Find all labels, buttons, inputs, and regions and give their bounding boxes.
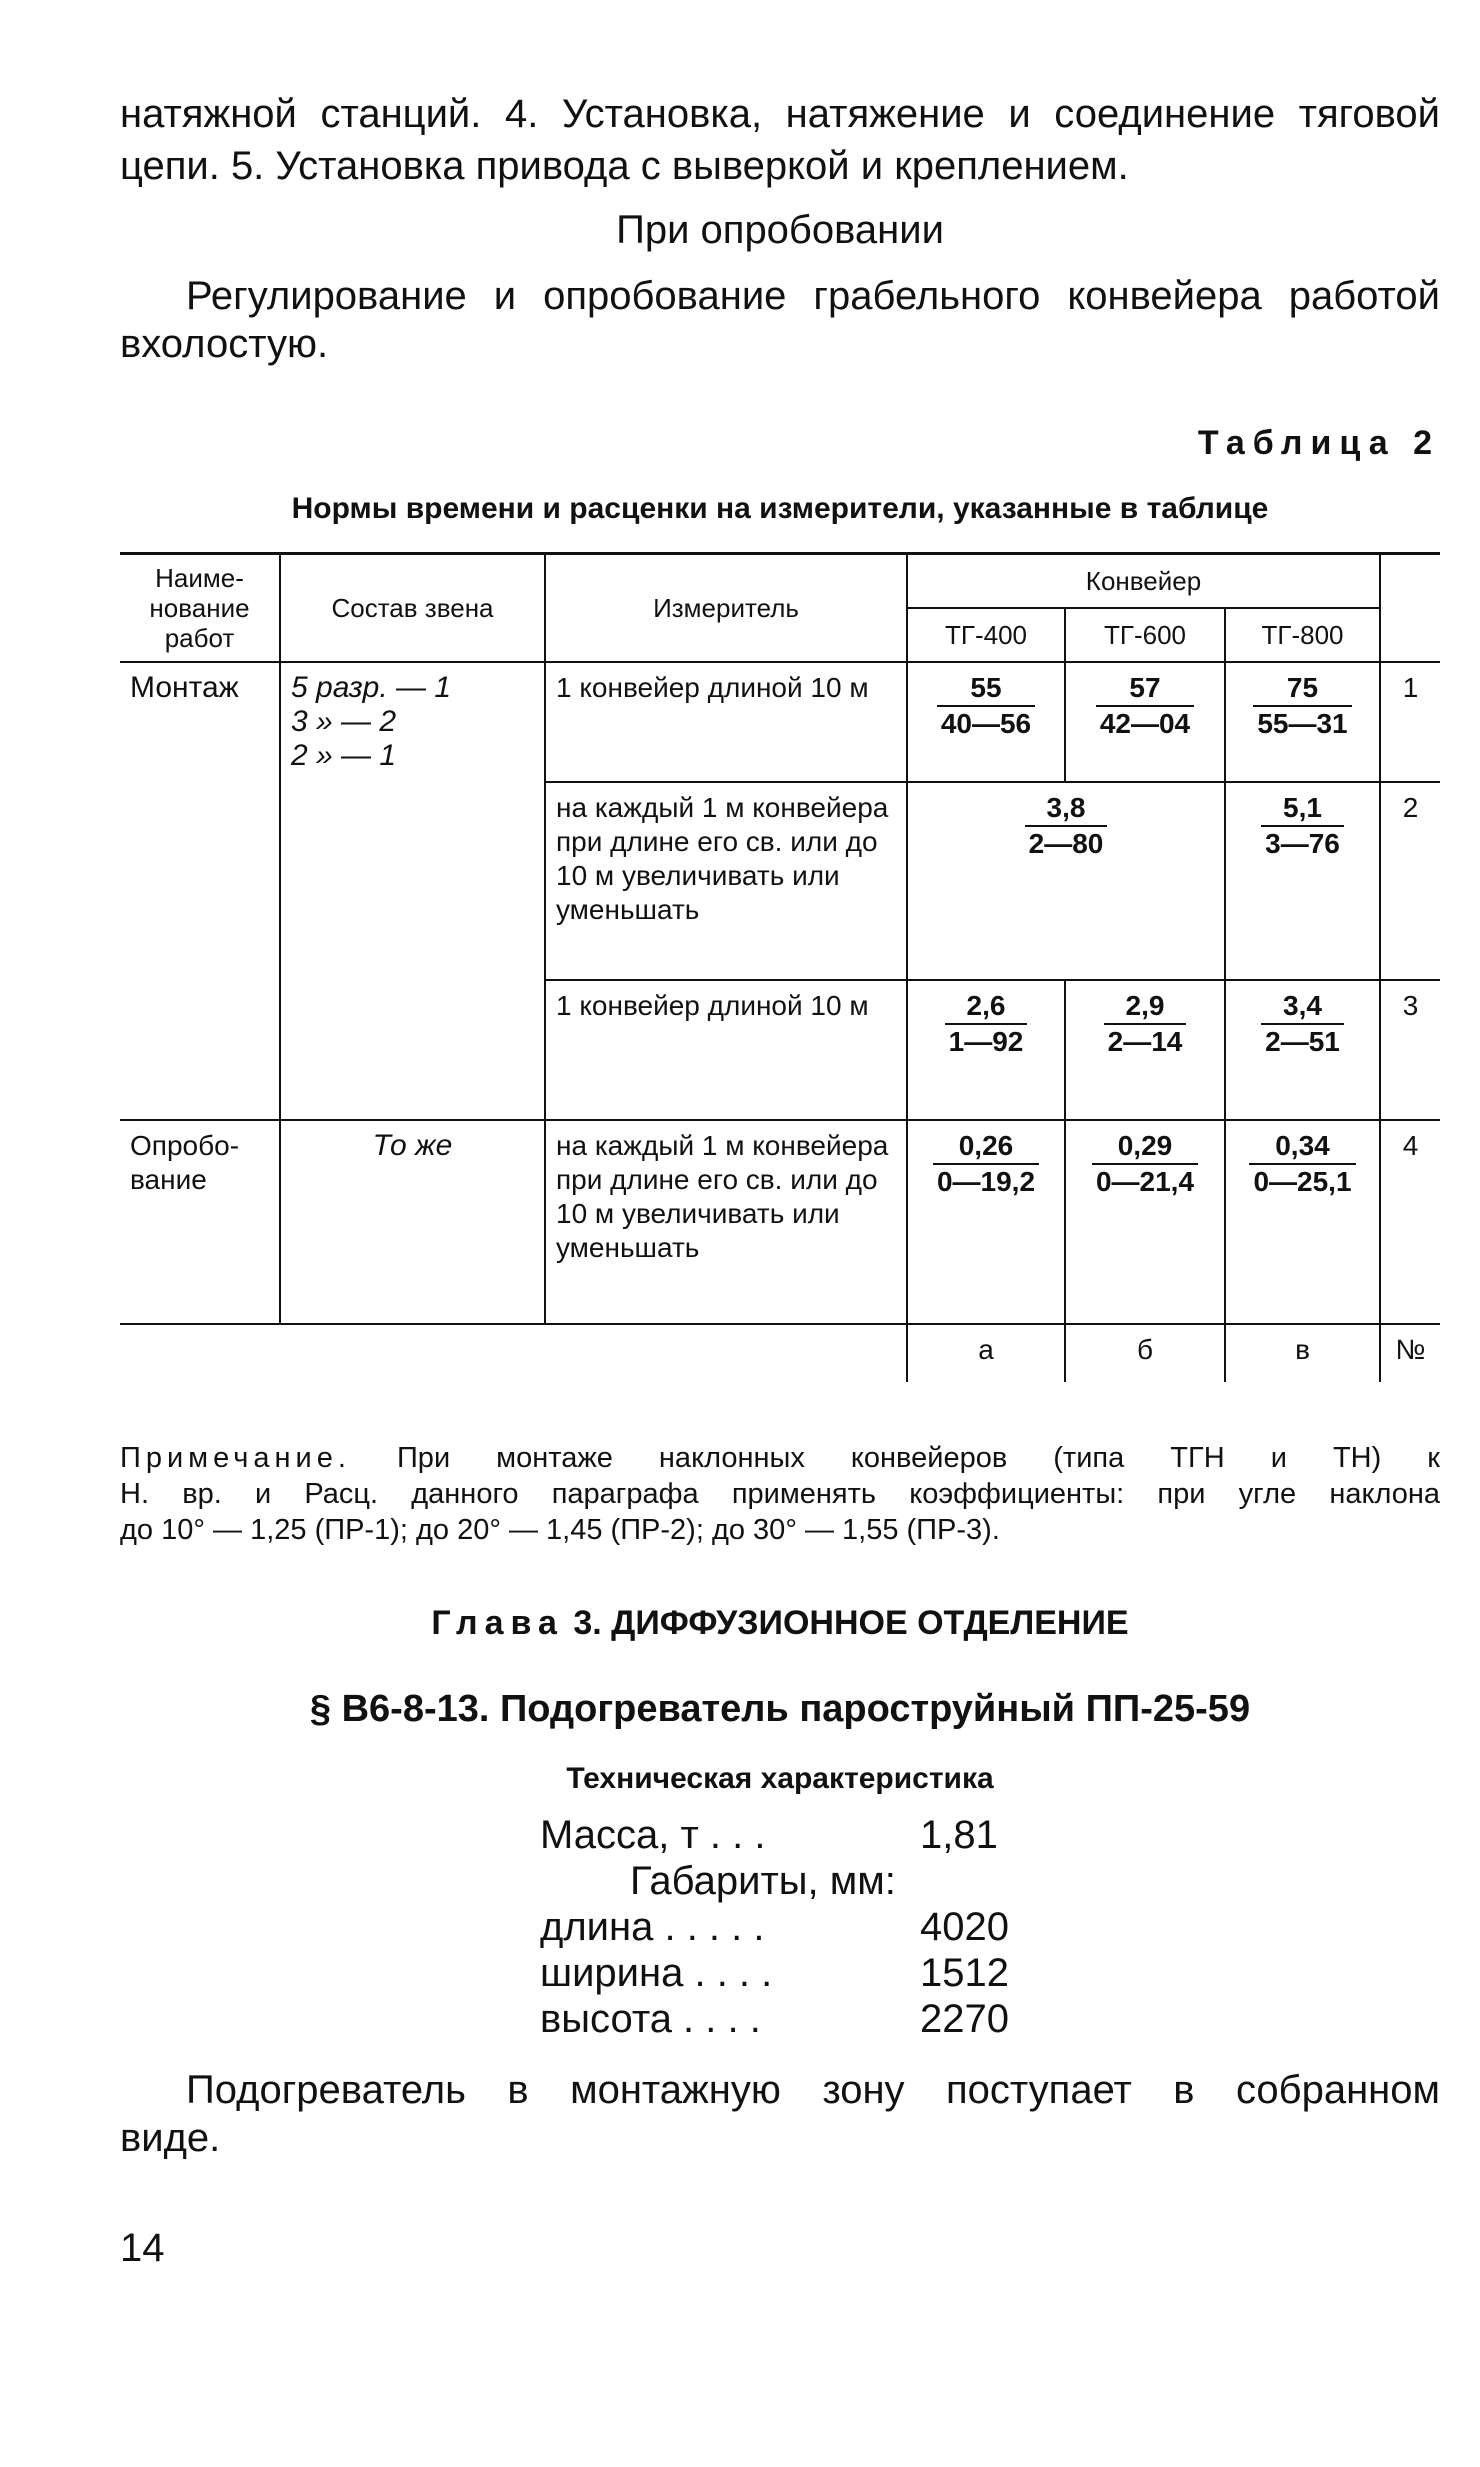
rate: 0—19,2	[936, 1166, 1036, 1197]
spec-length-value: 4020	[920, 1905, 1009, 1949]
rate: 40—56	[940, 708, 1032, 739]
table-row	[120, 1120, 1440, 1324]
crew-line-3: 2 » — 1	[291, 739, 397, 772]
header-tg400: ТГ-400	[907, 608, 1065, 662]
work-name-mounting: Монтаж	[120, 662, 280, 1120]
closing-line-2: виде.	[120, 2116, 221, 2160]
measure-cell: на каждый 1 м конвейера при длине его св. или до 10 м увеличивать или уменьшать	[545, 1120, 907, 1324]
footer-col-c: в	[1225, 1324, 1380, 1382]
crew-composition	[280, 662, 545, 1120]
value-cell-a	[907, 980, 1065, 1120]
rate: 3—76	[1265, 828, 1340, 859]
norm-time: 3,4	[1261, 989, 1344, 1025]
header-rownum	[1380, 554, 1440, 663]
measure-cell: на каждый 1 м конвейера при длине его св. или до 10 м увеличивать или уменьшать	[545, 782, 907, 980]
chapter-heading	[120, 1604, 1440, 1643]
intro-line-2: цепи. 5. Установка привода с выверкой и креплением.	[120, 144, 1129, 188]
rate: 0—21,4	[1095, 1166, 1195, 1197]
norm-time: 2,9	[1104, 989, 1187, 1025]
section-title: § В6-8-13. Подогреватель пароструйный ПП-25-59	[309, 1688, 1251, 1730]
value-cell-b	[1065, 980, 1225, 1120]
section-heading-testing: При опробовании	[616, 208, 944, 252]
row-number: 1	[1380, 662, 1440, 782]
norm-time: 55	[937, 671, 1035, 707]
section-subtitle: Техническая характеристика	[566, 1762, 994, 1795]
note-line-3: до 10° — 1,25 (ПР-1); до 20° — 1,45 (ПР-2); до 30° — 1,55 (ПР-3).	[120, 1514, 1000, 1546]
value-cell-c	[1225, 980, 1380, 1120]
spec-length-label: длина . . . . .	[540, 1905, 765, 1949]
rate: 1—92	[948, 1026, 1024, 1057]
footer-col-a: а	[907, 1324, 1065, 1382]
norm-time: 3,8	[1025, 791, 1108, 827]
norm-time: 0,29	[1092, 1129, 1198, 1165]
value-cell-b	[1065, 662, 1225, 782]
spec-width-label: ширина . . . .	[540, 1951, 773, 1995]
table-footer-row	[120, 1324, 1440, 1382]
value-cell-a	[907, 662, 1065, 782]
norms-table	[120, 552, 1440, 1382]
testing-paragraph-line-1: Регулирование и опробование грабельного конвейера работой	[186, 274, 1440, 318]
crew-same: То же	[280, 1120, 545, 1324]
row-number: 4	[1380, 1120, 1440, 1324]
note-text-1: При монтаже наклонных конвейеров (типа ТГН и ТН) к	[350, 1442, 1440, 1474]
measure-cell: 1 конвейер длиной 10 м	[545, 662, 907, 782]
rate: 0—25,1	[1253, 1166, 1352, 1197]
footer-col-b: б	[1065, 1324, 1225, 1382]
norm-time: 0,26	[933, 1129, 1039, 1165]
rate: 42—04	[1099, 708, 1191, 739]
value-cell-ab	[907, 782, 1225, 980]
norm-time: 2,6	[945, 989, 1028, 1025]
value-cell-b	[1065, 1120, 1225, 1324]
header-conveyor: Конвейер	[907, 554, 1380, 609]
closing-line-1: Подогреватель в монтажную зону поступает в собранном	[186, 2068, 1440, 2112]
work-name-testing: Опробо-вание	[120, 1120, 280, 1324]
rate: 2—14	[1107, 1026, 1183, 1057]
chapter-title: 3. ДИФФУЗИОННОЕ ОТДЕЛЕНИЕ	[563, 1604, 1129, 1642]
table-row	[120, 662, 1440, 782]
norm-time: 0,34	[1249, 1129, 1355, 1165]
table-label: Таблица 2	[1197, 424, 1440, 462]
spec-mass-label: Масса, т . . .	[540, 1813, 766, 1857]
header-tg600: ТГ-600	[1065, 608, 1225, 662]
testing-paragraph-line-2: вхолостую.	[120, 322, 329, 366]
measure-cell: 1 конвейер длиной 10 м	[545, 980, 907, 1120]
header-measure: Измеритель	[545, 554, 907, 663]
value-cell-c	[1225, 662, 1380, 782]
header-work-name: Наиме-нование работ	[120, 554, 280, 663]
table-caption: Нормы времени и расценки на измерители, указанные в таблице	[291, 492, 1269, 525]
header-tg800: ТГ-800	[1225, 608, 1380, 662]
spec-height-label: высота . . . .	[540, 1997, 761, 2041]
footer-col-num: №	[1380, 1324, 1440, 1382]
note-line-2: Н. вр. и Расц. данного параграфа применять коэффициенты: при угле наклона	[120, 1478, 1440, 1510]
value-cell-a	[907, 1120, 1065, 1324]
row-number: 2	[1380, 782, 1440, 980]
spec-dims-heading: Габариты, мм:	[630, 1859, 896, 1903]
chapter-prefix: Глава	[431, 1604, 564, 1642]
spec-height-value: 2270	[920, 1997, 1009, 2041]
rate: 55—31	[1257, 708, 1348, 739]
intro-line-1: натяжной станций. 4. Установка, натяжение и соединение тяговой	[120, 92, 1440, 136]
value-cell-c	[1225, 782, 1380, 980]
spec-mass-value: 1,81	[920, 1813, 998, 1857]
note-prefix: Примечание.	[120, 1442, 351, 1474]
row-number: 3	[1380, 980, 1440, 1120]
note-line-1	[120, 1440, 1440, 1476]
norm-time: 5,1	[1261, 791, 1344, 827]
crew-line-1: 5 разр. — 1	[291, 671, 452, 704]
rate: 2—51	[1265, 1026, 1340, 1057]
norm-time: 75	[1253, 671, 1351, 707]
spec-width-value: 1512	[920, 1951, 1009, 1995]
rate: 2—80	[1028, 828, 1104, 859]
crew-line-2: 3 » — 2	[291, 705, 397, 738]
norm-time: 57	[1096, 671, 1194, 707]
value-cell-c	[1225, 1120, 1380, 1324]
page-number: 14	[120, 2226, 165, 2270]
header-crew: Состав звена	[280, 554, 545, 663]
